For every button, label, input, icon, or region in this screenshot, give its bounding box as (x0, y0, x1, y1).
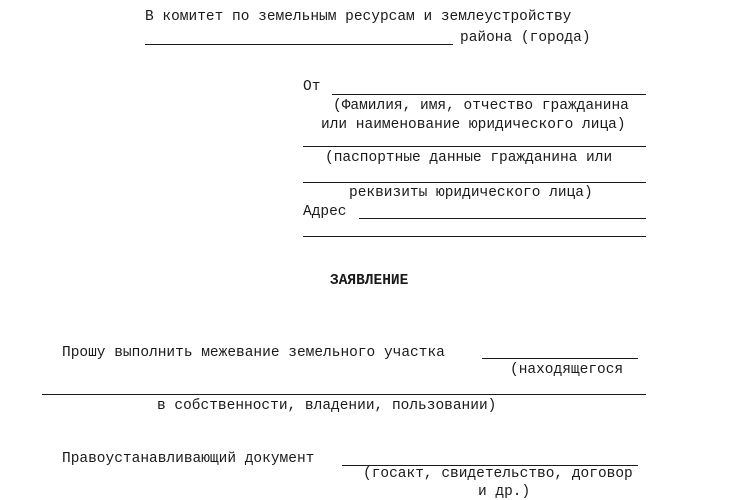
request-text: Прошу выполнить межевание земельного участка (62, 345, 445, 361)
passport-data-field-line[interactable] (303, 146, 646, 147)
location-field-line[interactable] (42, 394, 646, 395)
document-title: ЗАЯВЛЕНИЕ (330, 273, 409, 289)
applicant-name-field-line[interactable] (332, 94, 646, 95)
requisites-field-line[interactable] (303, 182, 646, 183)
title-document-label: Правоустанавливающий документ (62, 451, 315, 467)
district-name-field-line[interactable] (145, 44, 453, 45)
address-field-line-2[interactable] (303, 236, 646, 237)
title-document-hint-1: (госакт, свидетельство, договор (363, 466, 633, 482)
district-suffix: района (города) (460, 30, 591, 46)
address-label: Адрес (303, 204, 347, 220)
address-field-line[interactable] (359, 218, 646, 219)
ownership-hint: в собственности, владении, пользовании) (157, 398, 497, 414)
located-hint: (находящегося (510, 362, 624, 378)
requisites-hint: реквизиты юридического лица) (349, 185, 593, 201)
applicant-name-hint-2: или наименование юридического лица) (321, 117, 626, 133)
committee-address-line: В комитет по земельным ресурсам и землеустройству (145, 9, 572, 25)
title-document-hint-2: и др.) (478, 484, 531, 500)
from-label: От (303, 79, 321, 95)
land-plot-field-line[interactable] (482, 358, 638, 359)
passport-data-hint: (паспортные данные гражданина или (325, 150, 613, 166)
applicant-name-hint-1: (Фамилия, имя, отчество гражданина (333, 98, 629, 114)
